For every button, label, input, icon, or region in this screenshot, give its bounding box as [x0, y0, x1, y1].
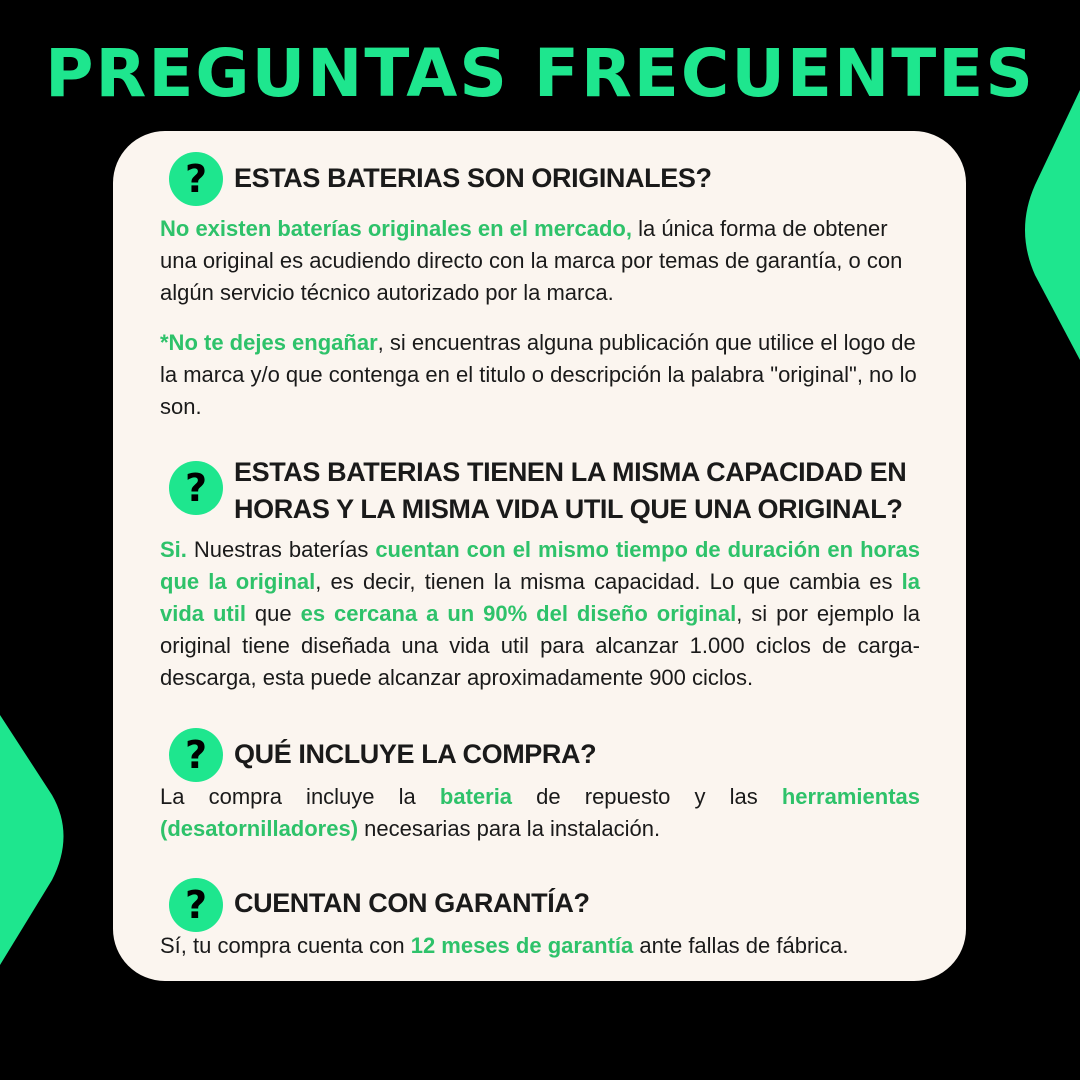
answer-text: La compra incluye la — [160, 784, 440, 809]
faq-answer-capacidad — [160, 534, 920, 694]
left-decorative-shape — [0, 715, 70, 965]
answer-text: Nuestras baterías — [186, 537, 376, 562]
answer-highlight: *No te dejes engañar — [160, 330, 378, 355]
answer-text: ante fallas de fábrica. — [633, 933, 849, 958]
answer-text: que — [245, 601, 301, 626]
answer-text: , es decir, tienen la misma capacidad. Lo que cambia es — [315, 569, 902, 594]
answer-highlight: herramientas (desatornilladores) — [160, 784, 920, 841]
answer-highlight: Si. — [160, 537, 187, 562]
faq-question-capacidad — [234, 454, 906, 528]
answer-text: de repuesto y las — [512, 784, 782, 809]
answer-highlight: es cercana a un 90% del diseño original — [300, 601, 737, 626]
question-line: HORAS Y LA MISMA VIDA UTIL QUE UNA ORIGINAL? — [234, 494, 903, 524]
answer-highlight: No existen baterías originales en el mercado, — [160, 216, 632, 241]
answer-text: , si por ejemplo la original tiene diseñada una vida util para alcanzar 1.000 ciclos de carga-descarga, esta puede alcanzar aproximadamente 900 ciclos. — [160, 601, 921, 690]
question-line: ESTAS BATERIAS TIENEN LA MISMA CAPACIDAD EN — [234, 457, 907, 487]
answer-text: necesarias para la instalación. — [358, 816, 661, 841]
answer-text: la única forma de obtener una original es acudiendo directo con la marca por temas de garantía, o con algún servicio técnico autorizado por la marca. — [160, 216, 903, 305]
answer-text: Sí, tu compra cuenta con — [160, 933, 411, 958]
question-mark-icon: ? — [169, 461, 223, 515]
question-mark-icon: ? — [169, 728, 223, 782]
faq-question-compra: QUÉ INCLUYE LA COMPRA? — [234, 739, 597, 769]
answer-highlight: bateria — [439, 784, 513, 809]
faq-answer-originales-p2 — [160, 327, 920, 423]
faq-card — [113, 131, 966, 981]
page-title: PREGUNTAS FRECUENTES — [45, 35, 1035, 112]
question-mark-icon: ? — [169, 878, 223, 932]
faq-question-originales: ESTAS BATERIAS SON ORIGINALES? — [234, 163, 712, 193]
answer-highlight: la vida util — [160, 569, 920, 626]
question-mark-icon: ? — [169, 152, 223, 206]
right-decorative-shape — [1015, 90, 1080, 365]
answer-highlight: 12 meses de garantía — [410, 933, 634, 958]
faq-answer-garantia — [160, 930, 920, 962]
faq-question-garantia: CUENTAN CON GARANTÍA? — [234, 888, 590, 918]
answer-text: , si encuentras alguna publicación que utilice el logo de la marca y/o que contenga en el titulo o descripción la palabra "original", no lo son. — [160, 330, 917, 419]
faq-answer-compra — [160, 781, 920, 845]
faq-answer-originales-p1 — [160, 213, 920, 309]
answer-highlight: cuentan con el mismo tiempo de duración en horas que la original — [160, 537, 920, 594]
